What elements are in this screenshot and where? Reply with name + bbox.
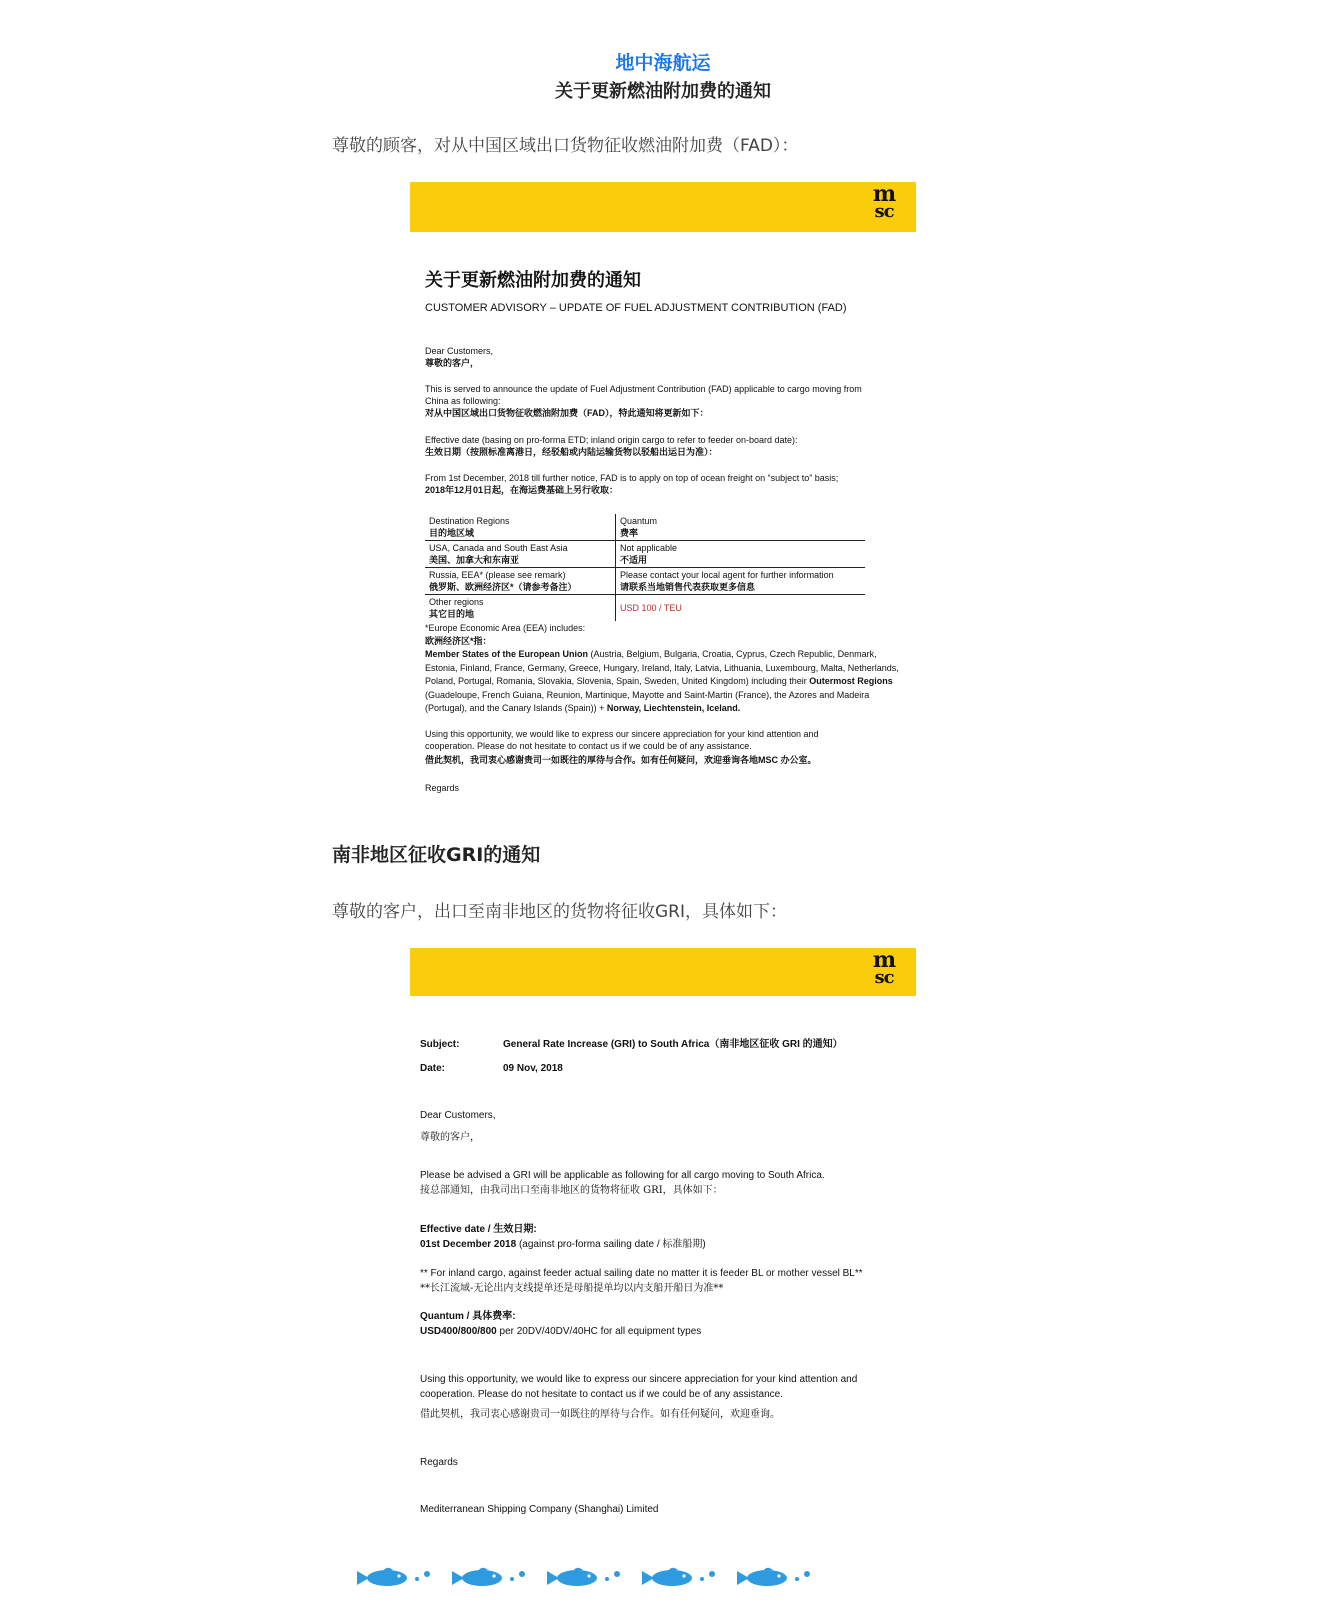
fish-icon — [735, 1565, 815, 1589]
subject-value: General Rate Increase (GRI) to South Africa（南非地区征收 GRI 的通知） — [503, 1039, 843, 1050]
greeting-en: Dear Customers, — [420, 1110, 496, 1121]
date-label: Date: — [420, 1063, 446, 1074]
fish-divider — [355, 1565, 815, 1595]
effective-label: Effective date / 生效日期: — [420, 1224, 537, 1235]
announce-cn: 对从中国区域出口货物征收燃油附加费（FAD），特此通知将更新如下： — [425, 408, 709, 418]
table-row: USA, Canada and South East Asia 美国、加拿大和东南亚 Not applicable 不适用 — [425, 541, 865, 568]
msc-banner — [410, 948, 916, 996]
from-en: From 1st December, 2018 till further notice, FAD is to apply on top of ocean freight on “subject to” basis; — [425, 473, 839, 483]
effective-en: Effective date (basing on pro-forma ETD; inland origin cargo to refer to feeder on-board date): — [425, 435, 798, 445]
section-heading: 南非地区征收GRI的通知 — [332, 844, 541, 866]
fad-advisory-image — [410, 182, 916, 812]
date-value: 09 Nov, 2018 — [503, 1063, 563, 1074]
advise-cn: 接总部通知，由我司出口至南非地区的货物将征收 GRI，具体如下： — [420, 1185, 723, 1196]
table-row: Russia, EEA* (please see remark) 俄罗斯、欧洲经济区*（请参考备注） Please contact your local agent for further information 请联系当地销售代表获取更多信息 — [425, 568, 865, 595]
company-signature: Mediterranean Shipping Company (Shanghai) Limited — [420, 1504, 659, 1515]
company-name: 地中海航运 — [615, 52, 711, 74]
advisory-en-title: CUSTOMER ADVISORY – UPDATE OF FUEL ADJUSTMENT CONTRIBUTION (FAD) — [425, 302, 847, 314]
table-row: Other regions 其它目的地 USD 100 / TEU — [425, 595, 865, 622]
fish-icon — [545, 1565, 625, 1589]
greeting-cn: 尊敬的客户， — [425, 358, 480, 368]
announce-en-1: This is served to announce the update of Fuel Adjustment Contribution (FAD) applicable to cargo moving from — [425, 384, 862, 394]
page-title: 关于更新燃油附加费的通知 — [555, 81, 771, 102]
fish-icon — [450, 1565, 530, 1589]
greeting-en: Dear Customers, — [425, 346, 494, 356]
fish-icon — [640, 1565, 720, 1589]
eea-en: *Europe Economic Area (EEA) includes: — [425, 623, 586, 633]
subject-label: Subject: — [420, 1039, 460, 1050]
msc-logo: m sc — [872, 947, 896, 988]
quantum-value: USD400/800/800 per 20DV/40DV/40HC for all equipment types — [420, 1326, 702, 1337]
inland-note-cn: **长江流域-无论出内支线提单还是母船提单均以内支船开船日为准** — [420, 1283, 724, 1294]
regards: Regards — [425, 783, 460, 793]
quantum-label: Quantum / 具体费率: — [420, 1311, 516, 1322]
greeting-cn: 尊敬的客户， — [420, 1132, 480, 1143]
inland-note-en: ** For inland cargo, against feeder actual sailing date no matter it is feeder BL or mother vessel BL** — [420, 1268, 863, 1279]
thanks-en: Using this opportunity, we would like to express our sincere appreciation for your kind attention and cooperation. Please do not hesitate to contact us if we could be of any assistance. — [420, 1374, 858, 1400]
effective-value: 01st December 2018 (against pro-forma sailing date / 标准船期) — [420, 1239, 706, 1250]
announce-en-2: China as following: — [425, 396, 501, 406]
thanks-cn: 借此契机，我司衷心感谢贵司一如既往的厚待与合作。如有任何疑问，欢迎垂询。 — [420, 1409, 780, 1420]
table-header-row: Destination Regions 目的地区域 Quantum 费率 — [425, 514, 865, 541]
effective-cn: 生效日期（按照标准离港日，经驳船或内陆运输货物以驳船出运日为准）： — [425, 447, 718, 457]
fad-rate-table — [425, 514, 865, 621]
section-intro: 尊敬的客户，出口至南非地区的货物将征收GRI，具体如下： — [332, 902, 787, 922]
advise-en: Please be advised a GRI will be applicable as following for all cargo moving to South Africa. — [420, 1170, 825, 1181]
regards: Regards — [420, 1457, 458, 1468]
gri-notice-image — [410, 948, 916, 1523]
from-cn: 2018年12月01日起，在海运费基础上另行收取： — [425, 485, 619, 495]
fish-icon — [355, 1565, 435, 1589]
intro-paragraph: 尊敬的顾客，对从中国区域出口货物征收燃油附加费（FAD）： — [332, 136, 799, 156]
msc-logo: m sc — [872, 181, 896, 222]
eea-cn: 欧洲经济区*指： — [425, 636, 492, 646]
thanks-en: Using this opportunity, we would like to express our sincere appreciation for your kind attention and cooperation. Please do not hesitate to contact us if we could be of any assistance. — [425, 729, 819, 751]
msc-banner — [410, 182, 916, 232]
thanks-cn: 借此契机，我司衷心感谢贵司一如既往的厚待与合作。如有任何疑问，欢迎垂询各地MSC 办公室。 — [425, 755, 817, 765]
advisory-cn-title: 关于更新燃油附加费的通知 — [425, 270, 641, 290]
eea-member-list: Member States of the European Union (Austria, Belgium, Bulgaria, Croatia, Cyprus, Czech Republic, Denmark, Estonia, Finland, France, Germany, Greece, Hungary, Ireland, Italy, Latvia, Lithuania, Luxembourg, Malta, Netherlands, Poland, Portugal, Romania, Slovakia, Slovenia, Spain, Sweden, United Kingdom) including their Outermost Regions (Guadeloupe, French Guiana, Reunion, Martinique, Mayotte and Saint-Martin (France), the Azores and Madeira (Portugal), and the Canary Islands (Spain)) + Norway, Liechtenstein, Iceland. — [425, 649, 899, 713]
